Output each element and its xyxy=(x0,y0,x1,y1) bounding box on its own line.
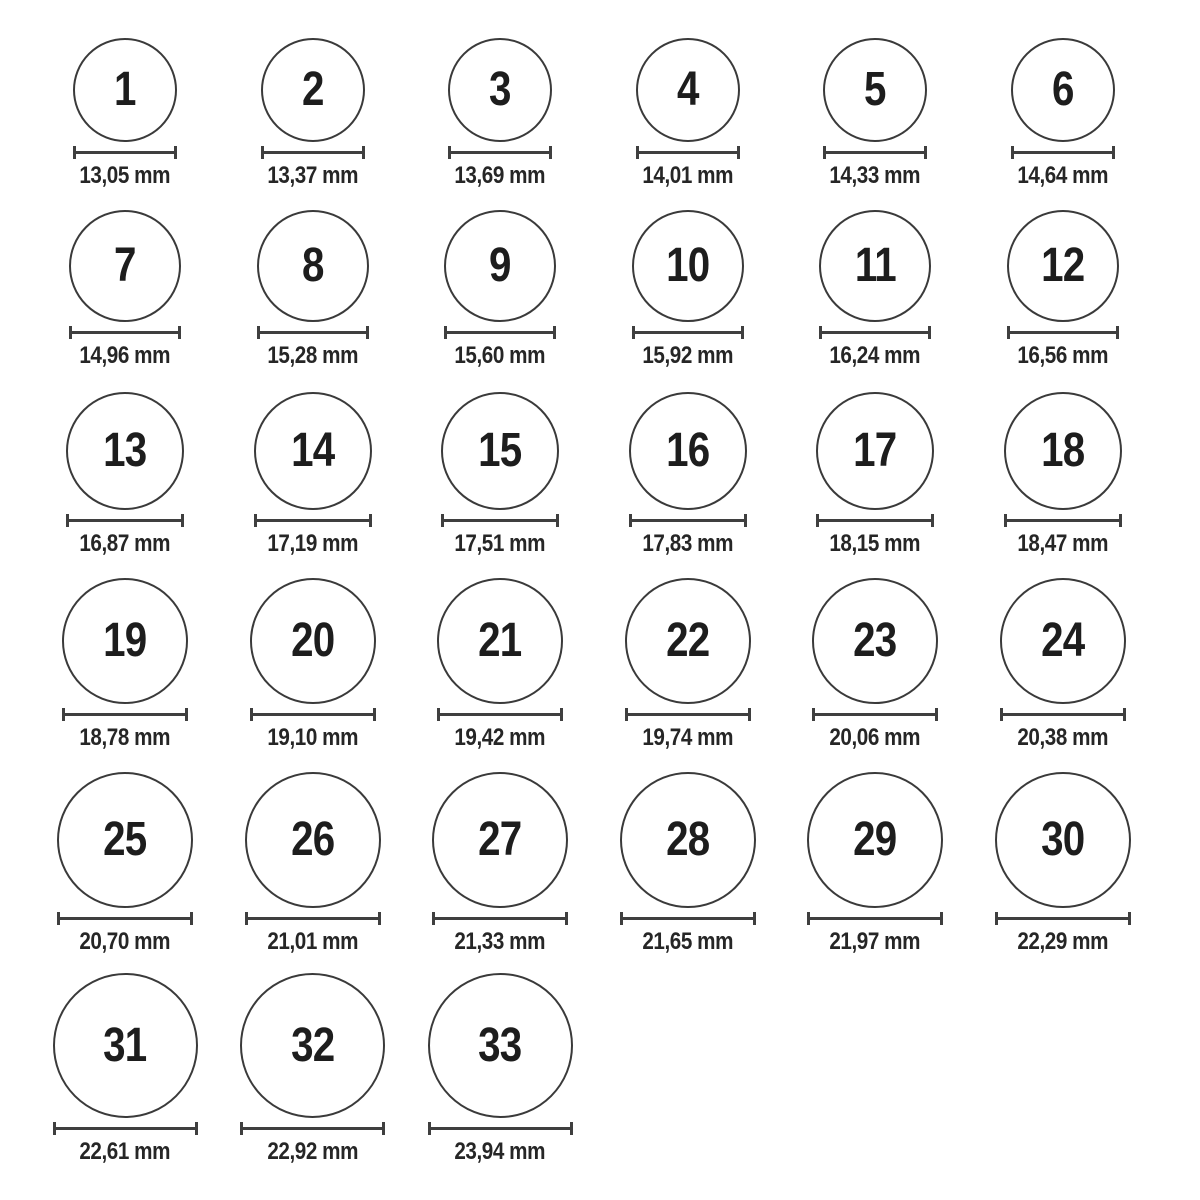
ring-circle xyxy=(1004,392,1122,510)
line-bar xyxy=(257,519,369,522)
diameter-line xyxy=(636,146,740,159)
ring-size-item xyxy=(594,210,782,368)
right-tick-icon xyxy=(560,708,563,721)
ring-circle xyxy=(69,210,181,322)
diameter-line xyxy=(816,514,934,527)
diameter-label: 22,92 mm xyxy=(267,1138,358,1165)
diameter-label: 20,06 mm xyxy=(829,724,921,751)
diameter-label: 19,74 mm xyxy=(642,724,733,751)
diameter-label: 13,69 mm xyxy=(454,162,546,189)
diameter-label: 15,28 mm xyxy=(267,342,358,369)
right-tick-icon xyxy=(1128,912,1131,925)
line-bar xyxy=(822,331,928,334)
ring-size-item xyxy=(781,578,969,750)
line-bar xyxy=(998,917,1128,920)
diameter-line xyxy=(812,708,938,721)
line-bar xyxy=(819,519,931,522)
ring-size-item xyxy=(969,772,1157,954)
diameter-label: 19,10 mm xyxy=(267,724,358,751)
right-tick-icon xyxy=(549,146,552,159)
ring-number: 8 xyxy=(301,239,324,292)
diameter-line xyxy=(261,146,365,159)
ring-number: 32 xyxy=(290,1018,335,1072)
diameter-line xyxy=(73,146,177,159)
ring-number: 7 xyxy=(114,239,136,292)
right-tick-icon xyxy=(1119,514,1122,527)
ring-number: 21 xyxy=(478,614,522,667)
ring-circle xyxy=(432,772,568,908)
ring-circle xyxy=(629,392,747,510)
ring-size-item xyxy=(969,578,1157,750)
ring-circle xyxy=(812,578,938,704)
ring-number: 18 xyxy=(1040,424,1085,477)
diameter-label: 14,01 mm xyxy=(642,162,733,189)
right-tick-icon xyxy=(753,912,756,925)
right-tick-icon xyxy=(1112,146,1115,159)
diameter-label: 17,51 mm xyxy=(454,530,546,557)
diameter-line xyxy=(428,1122,573,1135)
ring-number: 25 xyxy=(103,813,147,866)
line-bar xyxy=(810,917,940,920)
diameter-line xyxy=(240,1122,385,1135)
ring-number: 16 xyxy=(665,424,710,477)
ring-size-item xyxy=(31,392,219,556)
right-tick-icon xyxy=(195,1122,198,1135)
ring-circle xyxy=(437,578,563,704)
diameter-label: 22,61 mm xyxy=(79,1138,171,1165)
ring-size-item xyxy=(406,578,594,750)
line-bar xyxy=(815,713,935,716)
line-bar xyxy=(76,151,174,154)
ring-number: 3 xyxy=(489,63,511,116)
line-bar xyxy=(826,151,924,154)
diameter-line xyxy=(245,912,381,925)
ring-number: 2 xyxy=(301,63,324,116)
ring-number: 15 xyxy=(478,424,522,477)
right-tick-icon xyxy=(556,514,559,527)
diameter-line xyxy=(1004,514,1122,527)
line-bar xyxy=(56,1127,195,1130)
ring-size-item xyxy=(781,38,969,188)
diameter-line xyxy=(823,146,927,159)
right-tick-icon xyxy=(928,326,931,339)
diameter-label: 21,01 mm xyxy=(267,928,358,955)
ring-number: 13 xyxy=(103,424,147,477)
line-bar xyxy=(69,519,181,522)
diameter-label: 23,94 mm xyxy=(454,1138,546,1165)
line-bar xyxy=(1014,151,1112,154)
diameter-label: 18,78 mm xyxy=(79,724,171,751)
diameter-line xyxy=(66,514,184,527)
right-tick-icon xyxy=(190,912,193,925)
line-bar xyxy=(632,519,744,522)
ring-number: 30 xyxy=(1040,813,1085,866)
diameter-label: 16,24 mm xyxy=(829,342,921,369)
ring-circle xyxy=(254,392,372,510)
ring-circle xyxy=(441,392,559,510)
line-bar xyxy=(260,331,366,334)
ring-number: 26 xyxy=(290,813,335,866)
diameter-line xyxy=(441,514,559,527)
line-bar xyxy=(623,917,753,920)
diameter-label: 14,33 mm xyxy=(829,162,921,189)
ring-circle xyxy=(1000,578,1126,704)
right-tick-icon xyxy=(570,1122,573,1135)
ring-size-item xyxy=(219,578,407,750)
diameter-line xyxy=(819,326,931,339)
right-tick-icon xyxy=(366,326,369,339)
ring-circle xyxy=(62,578,188,704)
right-tick-icon xyxy=(744,514,747,527)
ring-circle xyxy=(57,772,193,908)
diameter-label: 22,29 mm xyxy=(1017,928,1108,955)
ring-size-item xyxy=(31,578,219,750)
right-tick-icon xyxy=(185,708,188,721)
line-bar xyxy=(72,331,178,334)
ring-size-item xyxy=(31,973,219,1164)
ring-size-item xyxy=(594,772,782,954)
line-bar xyxy=(635,331,741,334)
diameter-label: 21,97 mm xyxy=(829,928,921,955)
right-tick-icon xyxy=(362,146,365,159)
ring-number: 12 xyxy=(1040,239,1085,292)
ring-circle xyxy=(636,38,740,142)
ring-number: 29 xyxy=(853,813,897,866)
line-bar xyxy=(60,917,190,920)
line-bar xyxy=(248,917,378,920)
ring-circle xyxy=(261,38,365,142)
ring-number: 20 xyxy=(290,614,335,667)
right-tick-icon xyxy=(924,146,927,159)
ring-number: 5 xyxy=(864,63,886,116)
right-tick-icon xyxy=(741,326,744,339)
diameter-line xyxy=(629,514,747,527)
ring-circle xyxy=(240,973,385,1118)
ring-size-item xyxy=(406,392,594,556)
right-tick-icon xyxy=(565,912,568,925)
ring-circle xyxy=(1007,210,1119,322)
right-tick-icon xyxy=(378,912,381,925)
diameter-line xyxy=(1007,326,1119,339)
line-bar xyxy=(264,151,362,154)
line-bar xyxy=(1003,713,1123,716)
ring-circle xyxy=(444,210,556,322)
ring-size-item xyxy=(781,772,969,954)
line-bar xyxy=(440,713,560,716)
diameter-label: 20,70 mm xyxy=(79,928,171,955)
right-tick-icon xyxy=(553,326,556,339)
ring-circle xyxy=(625,578,751,704)
diameter-line xyxy=(807,912,943,925)
diameter-label: 16,87 mm xyxy=(79,530,171,557)
ring-circle xyxy=(995,772,1131,908)
ring-size-item xyxy=(781,210,969,368)
line-bar xyxy=(65,713,185,716)
diameter-label: 18,47 mm xyxy=(1017,530,1108,557)
ring-circle xyxy=(819,210,931,322)
line-bar xyxy=(444,519,556,522)
ring-number: 1 xyxy=(114,63,136,116)
diameter-line xyxy=(437,708,563,721)
right-tick-icon xyxy=(935,708,938,721)
right-tick-icon xyxy=(181,514,184,527)
diameter-label: 19,42 mm xyxy=(454,724,546,751)
ring-number: 19 xyxy=(103,614,147,667)
ring-size-item xyxy=(969,38,1157,188)
diameter-line xyxy=(62,708,188,721)
ring-size-item xyxy=(969,392,1157,556)
ring-number: 33 xyxy=(478,1018,522,1072)
ring-number: 17 xyxy=(853,424,897,477)
diameter-label: 15,92 mm xyxy=(642,342,733,369)
line-bar xyxy=(1010,331,1116,334)
ring-number: 22 xyxy=(665,614,710,667)
diameter-label: 21,65 mm xyxy=(642,928,733,955)
diameter-label: 20,38 mm xyxy=(1017,724,1108,751)
diameter-line xyxy=(53,1122,198,1135)
ring-number: 23 xyxy=(853,614,897,667)
diameter-line xyxy=(69,326,181,339)
ring-size-item xyxy=(406,210,594,368)
diameter-label: 15,60 mm xyxy=(454,342,546,369)
ring-circle xyxy=(807,772,943,908)
ring-size-item xyxy=(31,38,219,188)
right-tick-icon xyxy=(174,146,177,159)
line-bar xyxy=(253,713,373,716)
ring-size-item xyxy=(219,38,407,188)
right-tick-icon xyxy=(737,146,740,159)
ring-size-item xyxy=(594,38,782,188)
right-tick-icon xyxy=(748,708,751,721)
line-bar xyxy=(451,151,549,154)
right-tick-icon xyxy=(931,514,934,527)
ring-size-item xyxy=(406,973,594,1164)
diameter-line xyxy=(620,912,756,925)
ring-circle xyxy=(1011,38,1115,142)
ring-number: 9 xyxy=(489,239,511,292)
ring-number: 24 xyxy=(1040,614,1085,667)
ring-size-item xyxy=(594,578,782,750)
ring-size-item xyxy=(219,392,407,556)
ring-number: 14 xyxy=(290,424,335,477)
line-bar xyxy=(628,713,748,716)
ring-size-item xyxy=(594,392,782,556)
line-bar xyxy=(431,1127,570,1130)
ring-circle xyxy=(632,210,744,322)
diameter-label: 17,19 mm xyxy=(267,530,358,557)
ring-number: 28 xyxy=(665,813,710,866)
ring-size-item xyxy=(31,772,219,954)
ring-size-item xyxy=(219,210,407,368)
diameter-line xyxy=(1000,708,1126,721)
diameter-line xyxy=(257,326,369,339)
ring-circle xyxy=(816,392,934,510)
line-bar xyxy=(639,151,737,154)
ring-circle xyxy=(250,578,376,704)
ring-size-item xyxy=(969,210,1157,368)
ring-circle xyxy=(53,973,198,1118)
ring-size-item xyxy=(219,772,407,954)
ring-circle xyxy=(428,973,573,1118)
right-tick-icon xyxy=(178,326,181,339)
diameter-line xyxy=(995,912,1131,925)
right-tick-icon xyxy=(1123,708,1126,721)
ring-number: 10 xyxy=(665,239,710,292)
diameter-line xyxy=(632,326,744,339)
diameter-label: 14,64 mm xyxy=(1017,162,1108,189)
right-tick-icon xyxy=(1116,326,1119,339)
ring-circle xyxy=(448,38,552,142)
ring-number: 4 xyxy=(676,63,699,116)
diameter-line xyxy=(625,708,751,721)
ring-number: 27 xyxy=(478,813,522,866)
ring-circle xyxy=(823,38,927,142)
diameter-label: 13,05 mm xyxy=(79,162,171,189)
right-tick-icon xyxy=(369,514,372,527)
diameter-line xyxy=(444,326,556,339)
ring-size-item xyxy=(31,210,219,368)
ring-size-item xyxy=(406,38,594,188)
ring-circle xyxy=(66,392,184,510)
right-tick-icon xyxy=(940,912,943,925)
diameter-label: 17,83 mm xyxy=(642,530,733,557)
line-bar xyxy=(447,331,553,334)
diameter-label: 13,37 mm xyxy=(267,162,358,189)
ring-size-item xyxy=(219,973,407,1164)
diameter-line xyxy=(1011,146,1115,159)
ring-number: 6 xyxy=(1051,63,1074,116)
ring-number: 11 xyxy=(854,239,896,292)
ring-circle xyxy=(245,772,381,908)
ring-number: 31 xyxy=(103,1018,147,1072)
line-bar xyxy=(243,1127,382,1130)
diameter-line xyxy=(448,146,552,159)
ring-circle xyxy=(257,210,369,322)
line-bar xyxy=(1007,519,1119,522)
diameter-label: 18,15 mm xyxy=(829,530,921,557)
diameter-line xyxy=(250,708,376,721)
ring-circle xyxy=(73,38,177,142)
diameter-line xyxy=(432,912,568,925)
ring-size-item xyxy=(781,392,969,556)
ring-size-item xyxy=(406,772,594,954)
right-tick-icon xyxy=(373,708,376,721)
diameter-line xyxy=(57,912,193,925)
line-bar xyxy=(435,917,565,920)
diameter-label: 16,56 mm xyxy=(1017,342,1108,369)
diameter-line xyxy=(254,514,372,527)
diameter-label: 14,96 mm xyxy=(79,342,171,369)
right-tick-icon xyxy=(382,1122,385,1135)
ring-circle xyxy=(620,772,756,908)
diameter-label: 21,33 mm xyxy=(454,928,546,955)
